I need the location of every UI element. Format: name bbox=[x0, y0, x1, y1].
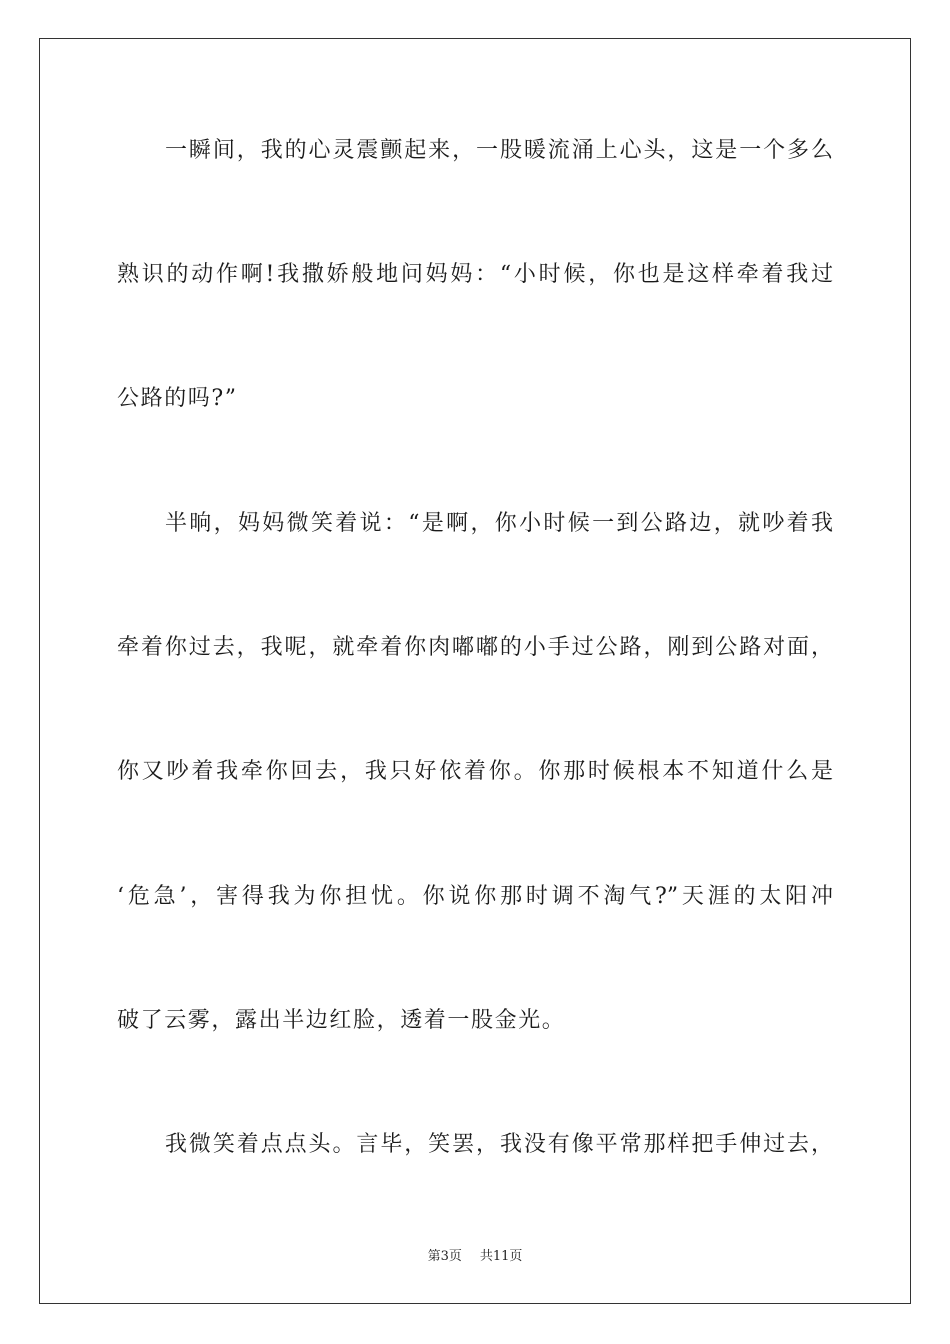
paragraph-2-line-2: 牵着你过去，我呢，就牵着你肉嘟嘟的小手过公路，刚到公路对面， bbox=[117, 635, 833, 660]
paragraph-1-line-3: 公路的吗?” bbox=[117, 386, 238, 411]
page-border bbox=[39, 38, 911, 1304]
total-pages: 共11页 bbox=[479, 1249, 523, 1264]
page-footer bbox=[0, 1248, 950, 1266]
paragraph-1-line-1: 一瞬间，我的心灵震颤起来，一股暖流涌上心头，这是一个多么 bbox=[165, 138, 833, 163]
paragraph-1-line-2: 熟识的动作啊!我撒娇般地问妈妈：“小时候，你也是这样牵着我过 bbox=[117, 262, 833, 287]
page-number: 第3页 bbox=[427, 1249, 462, 1264]
paragraph-2-line-3: 你又吵着我牵你回去，我只好依着你。你那时候根本不知道什么是 bbox=[117, 759, 833, 784]
paragraph-3-line-1: 我微笑着点点头。言毕，笑罢，我没有像平常那样把手伸过去， bbox=[165, 1132, 833, 1157]
paragraph-2-line-5: 破了云雾，露出半边红脸，透着一股金光。 bbox=[117, 1008, 566, 1033]
paragraph-2-line-4: ‘危急’，害得我为你担忧。你说你那时调不淘气?”天涯的太阳冲 bbox=[117, 884, 833, 909]
paragraph-2-line-1: 半晌，妈妈微笑着说：“是啊，你小时候一到公路边，就吵着我 bbox=[165, 511, 833, 536]
